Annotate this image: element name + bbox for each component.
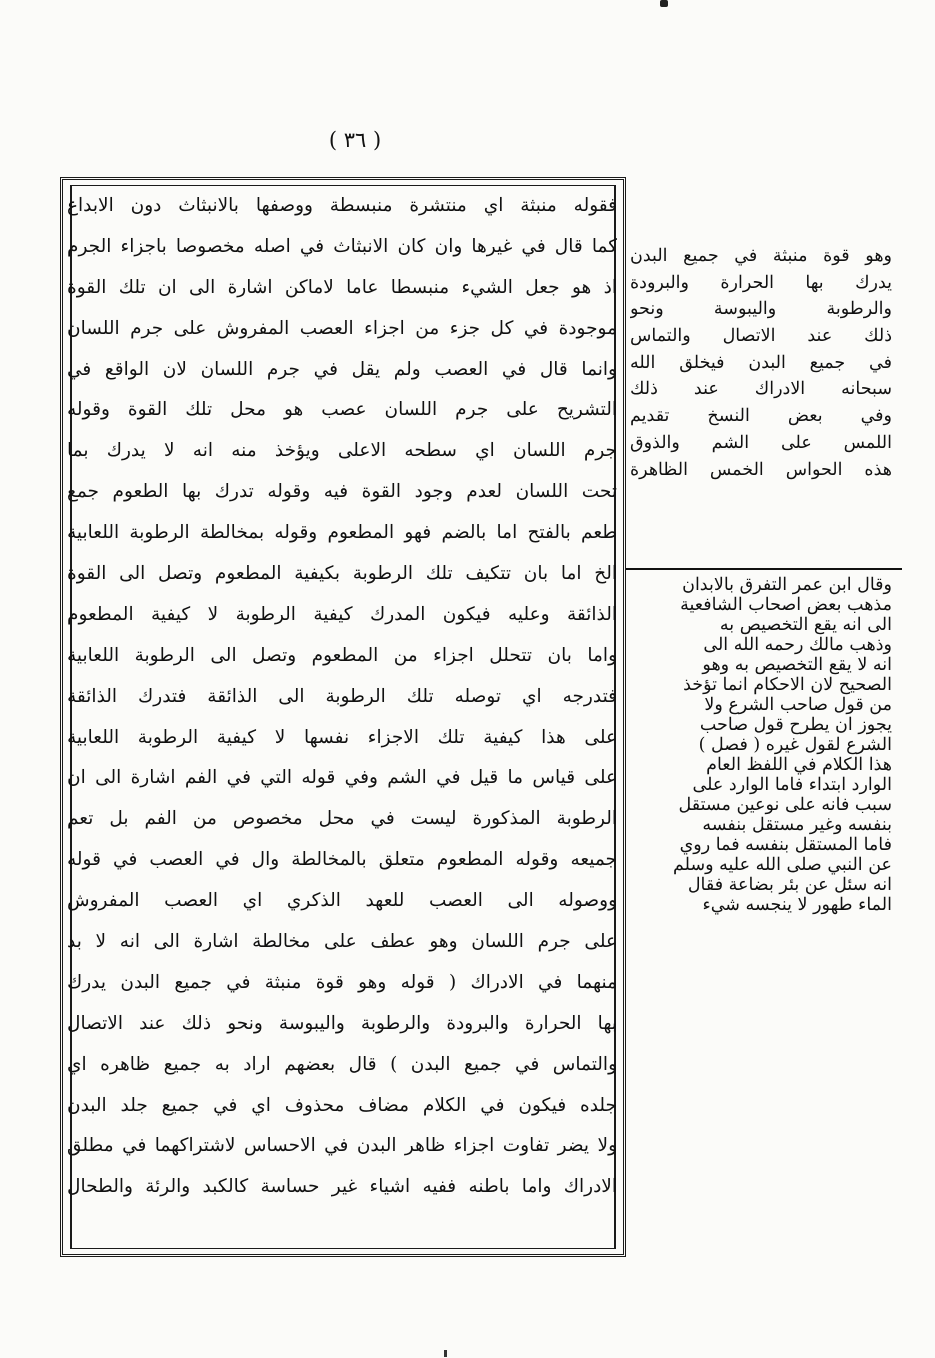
text-line: ووصوله الى العصب للعهد الذكري اي العصب المفروش <box>67 890 617 912</box>
text-line: اذ هو جعل الشيء منبسطا عاما لاماكن اشارة الى ان تلك القوة <box>67 276 617 298</box>
text-line: على قياس ما قيل في الشم وفي قوله التي في الفم اشارة الى ان <box>67 767 617 789</box>
text-line: يدرك بها الحرارة والبرودة <box>630 272 892 293</box>
text-line: جلده فيكون في الكلام مضاف محذوف اي في جميع جلد البدن <box>67 1094 617 1116</box>
text-line: فقوله منبثة اي منتشرة منبسطة ووصفها بالانبثاث دون الابداع <box>67 195 617 216</box>
text-line: اللمس على الشم والذوق <box>630 432 892 453</box>
text-line: هذه الحواس الخمس الظاهرة <box>630 459 892 480</box>
text-line: كما قال في غيرها وان كان الانبثاث في اصله مخصوصا باجزاء الجرم <box>67 235 617 257</box>
text-line: والرطوبة واليبوسة ونحو <box>630 299 892 320</box>
margin-text-upper <box>630 243 892 483</box>
text-line: فتدرجه اي توصله تلك الرطوبة الى الذائقة فتدرك الذائقة <box>67 685 617 707</box>
text-line: الماء طهور لا ينجسه شيء <box>702 895 892 915</box>
margin-divider <box>626 568 902 570</box>
text-line: وذهب مالك رحمه الله الى <box>703 635 892 655</box>
text-line: على جرم اللسان وهو عطف على مخالطة اشارة الى انه لا بد <box>67 931 617 953</box>
text-line: واما بان تتحلل اجزاء من المطعوم وتصل الى الرطوبة اللعابية <box>67 644 617 666</box>
text-line: الذائقة وعليه فيكون المدرك كيفية الرطوبة لا كيفية المطعوم <box>67 603 617 625</box>
text-line: طعم بالفتح اما بالضم فهو المطعوم وقوله بمخالطة الرطوبة اللعابية <box>67 522 617 544</box>
text-line: وهو قوة منبثة في جميع البدن <box>630 246 892 266</box>
text-line: ولا يضر تفاوت اجزاء ظاهر البدن في الاحساس لاشتراكهما في مطلق <box>67 1135 617 1157</box>
text-line: يجوز ان يطرح قول صاحب <box>699 715 892 735</box>
text-line: سبحانه الادراك عند ذلك <box>630 379 892 400</box>
text-line: الوارد ابتداء فاما الوارد على <box>692 775 892 795</box>
ink-mark <box>660 0 668 7</box>
text-line: التشريح على جرم اللسان عصب هو محل تلك القوة وقوله <box>67 399 617 421</box>
text-line: جرم اللسان اي سطحه الاعلى ويؤخذ منه انه لا يدرك بما <box>67 440 617 462</box>
text-line: الادراك واما باطنه ففيه اشياء غير حساسة كالكبد والرئة والطحال <box>67 1176 617 1198</box>
text-line: وانما قال في العصب ولم يقل في جرم اللسان لان الواقع في <box>67 358 617 380</box>
text-line: وفي بعض النسخ تقديم <box>630 406 892 427</box>
text-line: جميعه وقوله المطعوم متعلق بالمخالطة وال في العصب في قوله <box>67 849 617 871</box>
text-line: انه سئل عن بئر بضاعة فقال <box>687 875 892 895</box>
text-line: فاما المستقل بنفسه فما روي <box>679 835 892 855</box>
text-line: من قول صاحب الشرع ولا <box>704 695 892 715</box>
text-line: مذهب بعض اصحاب الشافعية <box>680 595 892 615</box>
text-line: سبب فانه على نوعين مستقل <box>678 795 892 815</box>
text-line: الشرع لقول غيره ( فصل ) <box>698 735 892 755</box>
text-line: بنفسه وغير مستقل بنفسه <box>702 815 892 835</box>
text-line: موجودة في كل جزء من اجزاء العصب المفروش على جرم اللسان <box>67 317 617 339</box>
text-line: في جميع البدن فيخلق الله <box>630 352 892 373</box>
text-line: هذا الكلام في اللفظ العام <box>706 755 892 775</box>
page-number: ( ٣٦ ) <box>328 128 382 152</box>
text-line: الرطوبة المذكورة ليست في محل مخصوص من الفم بل تعم <box>67 808 617 830</box>
text-line: والتماس في جميع البدن ) قال بعضهم اراد به جميع ظاهره اي <box>67 1053 617 1075</box>
text-line: منهما في الادراك ( قوله وهو قوة منبثة في جميع البدن يدرك <box>67 971 617 993</box>
text-line: على هذا كيفية تلك الاجزاء نفسها لا كيفية الرطوبة اللعابية <box>67 726 617 748</box>
ink-mark-bottom <box>444 1350 447 1357</box>
text-line: عن النبي صلى الله عليه وسلم <box>673 855 892 875</box>
text-line: تحت اللسان لعدم وجود القوة فيه وقوله تدرك بها الطعوم جمع <box>67 481 617 503</box>
margin-text-lower <box>630 575 892 915</box>
main-commentary-column <box>67 186 617 1208</box>
text-line: الخ اما بان تتكيف تلك الرطوبة بكيفية المطعوم وتصل الى القوة <box>67 563 617 585</box>
text-line: الصحيح لان الاحكام انما تؤخذ <box>683 675 892 695</box>
text-line: انه لا يقع التخصيص به وهو <box>702 655 892 675</box>
text-line: ذلك عند الاتصال والتماس <box>630 326 892 347</box>
text-line: وقال ابن عمر التفرق بالابدان <box>682 575 892 595</box>
text-line: بها الحرارة والبرودة والرطوبة واليبوسة ونحو ذلك عند الاتصال <box>67 1012 617 1034</box>
text-line: الى انه يقع التخصيص به <box>719 615 892 635</box>
